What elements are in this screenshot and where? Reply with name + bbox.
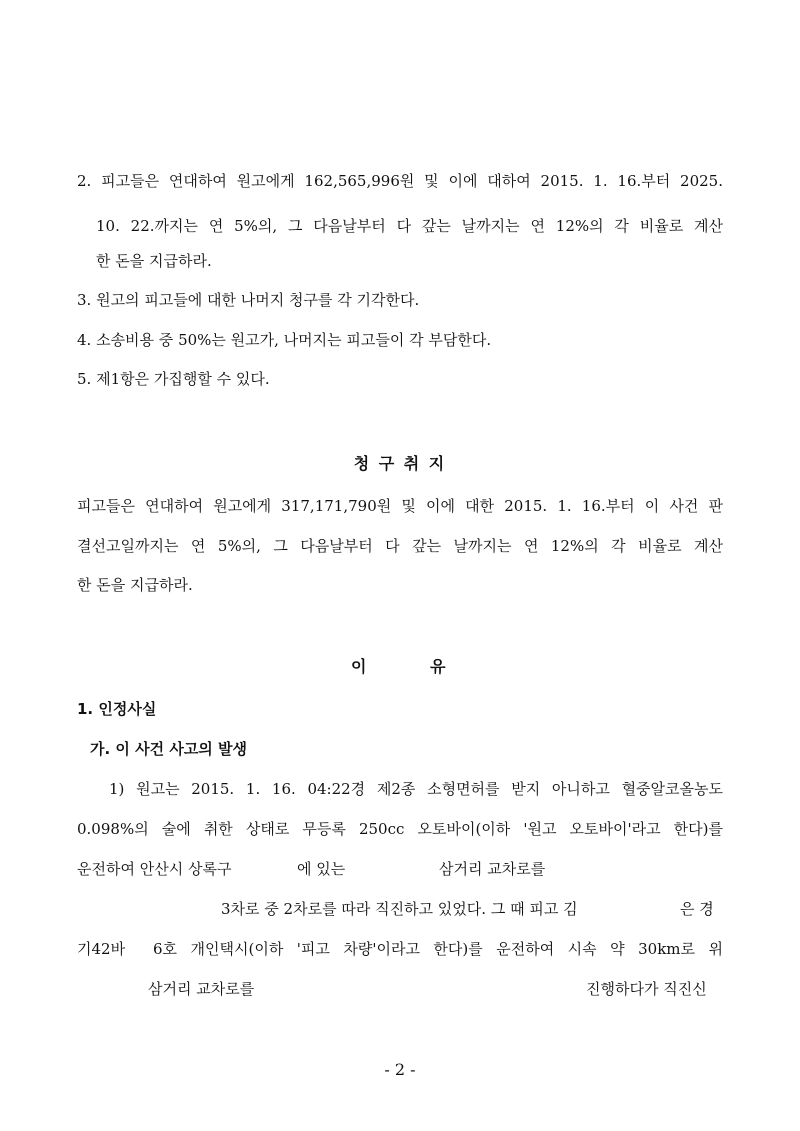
page-number: - 2 -	[384, 1060, 416, 1079]
judgment-item-2-line-1: 2. 피고들은 연대하여 원고에게 162,565,996원 및 이에 대하여 2015. 1. 16.부터 2025.	[77, 172, 723, 190]
subsection-heading-accident: 가. 이 사건 사고의 발생	[90, 740, 247, 758]
claim-line-1: 피고들은 연대하여 원고에게 317,171,790원 및 이에 대한 2015. 1. 16.부터 이 사건 판	[77, 497, 723, 515]
paragraph-line-6-part-1: 삼거리 교차로를	[148, 980, 255, 998]
claim-line-3: 한 돈을 지급하라.	[77, 576, 193, 594]
judgment-item-2-line-2: 10. 22.까지는 연 5%의, 그 다음날부터 다 갚는 날까지는 연 12%의 각 비율로 계산	[96, 217, 723, 235]
judgment-item-5: 5. 제1항은 가집행할 수 있다.	[77, 370, 270, 388]
reasons-heading-right: 유	[430, 657, 446, 676]
judgment-item-3: 3. 원고의 피고들에 대한 나머지 청구를 각 기각한다.	[77, 291, 420, 309]
paragraph-line-3-part-1: 운전하여 안산시 상록구	[77, 860, 232, 878]
judgment-item-2-line-3: 한 돈을 지급하라.	[96, 252, 212, 270]
paragraph-line-3-part-3: 삼거리 교차로를	[439, 860, 546, 878]
paragraph-line-4-part-1: 3차로 중 2차로를 따라 직진하고 있었다. 그 때 피고 김	[221, 900, 578, 918]
paragraph-line-4-part-2: 은 경	[680, 900, 714, 918]
section-heading-findings: 1. 인정사실	[77, 700, 157, 718]
claim-heading: 청 구 취 지	[353, 454, 447, 473]
paragraph-line-2: 0.098%의 술에 취한 상태로 무등록 250cc 오토바이(이하 '원고 오토바이'라고 한다)를	[77, 820, 723, 838]
paragraph-line-1: 1) 원고는 2015. 1. 16. 04:22경 제2종 소형면허를 받지 아니하고 혈중알코올농도	[109, 780, 723, 798]
claim-line-2: 결선고일까지는 연 5%의, 그 다음날부터 다 갚는 날까지는 연 12%의 각 비율로 계산	[77, 537, 723, 555]
paragraph-line-5-part-1: 기42바	[77, 940, 126, 958]
reasons-heading-left: 이	[351, 657, 367, 676]
paragraph-line-3-part-2: 에 있는	[297, 860, 346, 878]
paragraph-line-6-part-2: 진행하다가 직진신	[586, 980, 707, 998]
judgment-item-4: 4. 소송비용 중 50%는 원고가, 나머지는 피고들이 각 부담한다.	[77, 331, 492, 349]
paragraph-line-5-part-2: 6호 개인택시(이하 '피고 차량'이라고 한다)를 운전하여 시속 약 30km로 위	[153, 940, 723, 958]
